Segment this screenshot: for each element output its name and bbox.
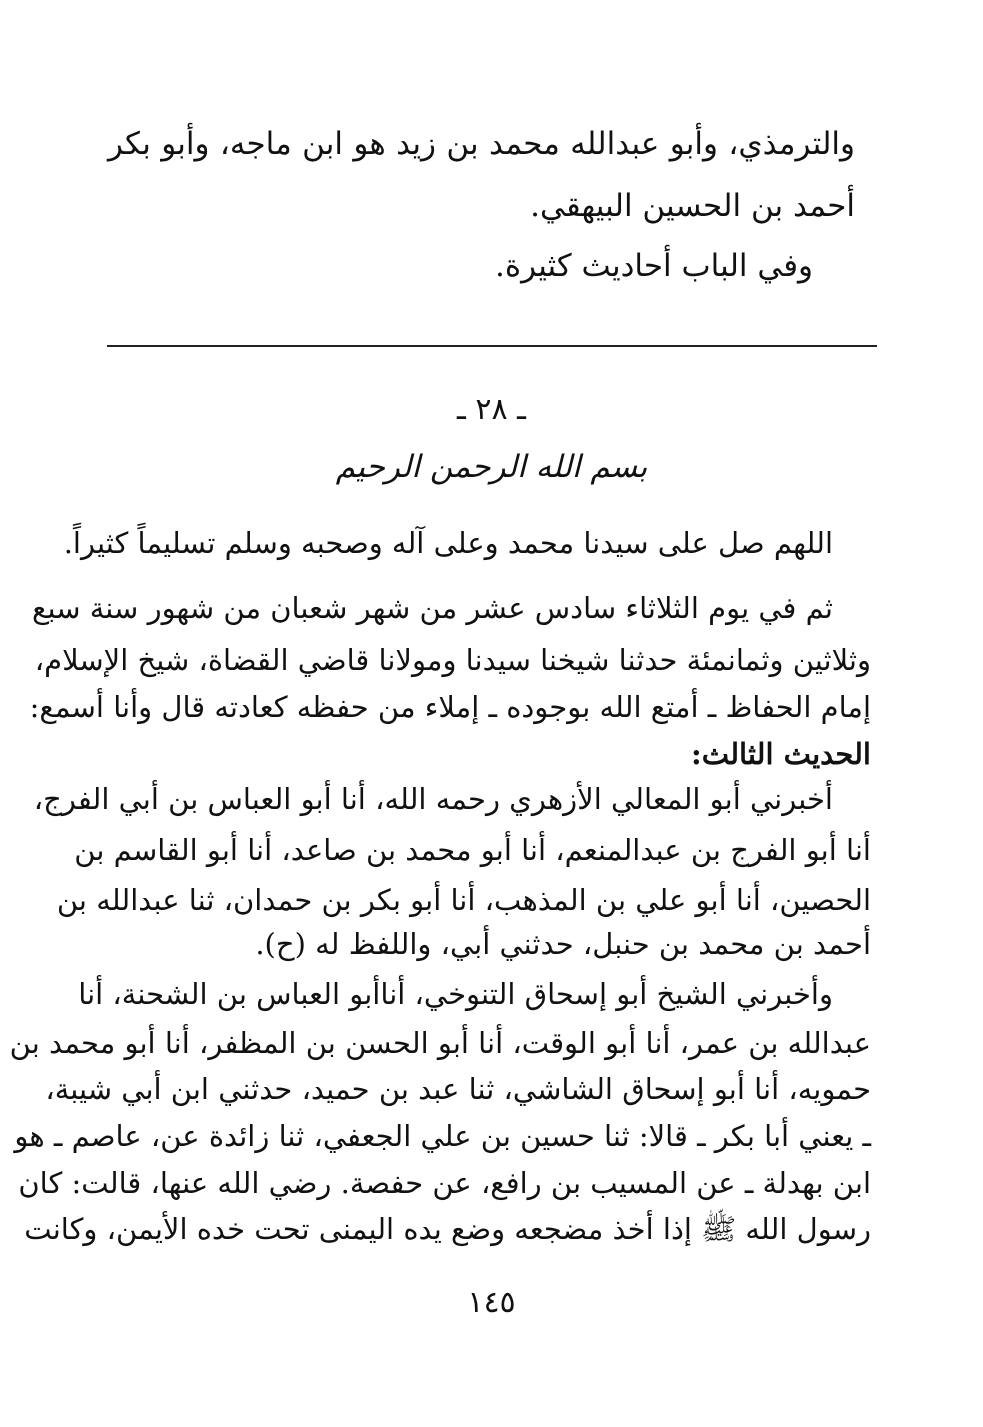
hadith-heading: الحديث الثالث:: [691, 737, 871, 771]
text-line: حمويه، أنا أبو إسحاق الشاشي، ثنا عبد بن حميد، حدثني ابن أبي شيبة،: [45, 1072, 871, 1106]
text-line: رسول الله ﷺ إذا أخذ مضجعه وضع يده اليمنى تحت خده الأيمن، وكانت: [24, 1212, 871, 1246]
text-line: أحمد بن محمد بن حنبل، حدثني أبي، واللفظ له (ح).: [255, 927, 871, 961]
text-line: ثم في يوم الثلاثاء سادس عشر من شهر شعبان من شهور سنة سبع: [32, 591, 833, 625]
text-line: والترمذي، وأبو عبدالله محمد بن زيد هو ابن ماجه، وأبو بكر: [108, 126, 855, 162]
text-line: ـ يعني أبا بكر ـ قالا: ثنا حسين بن علي الجعفي، ثنا زائدة عن، عاصم ـ هو: [14, 1119, 871, 1153]
text-line: وفي الباب أحاديث كثيرة.: [495, 248, 813, 284]
text-line: أنا أبو الفرج بن عبدالمنعم، أنا أبو محمد بن صاعد، أنا أبو القاسم بن: [74, 833, 871, 867]
basmala-calligraphy: بسم الله الرحمن الرحيم: [335, 449, 648, 485]
text-line: إمام الحفاظ ـ أمتع الله بوجوده ـ إملاء من حفظه كعادته قال وأنا أسمع:: [29, 690, 871, 724]
text-line: وثلاثين وثمانمئة حدثنا شيخنا سيدنا ومولانا قاضي القضاة، شيخ الإسلام،: [34, 643, 871, 677]
text-line: وأخبرني الشيخ أبو إسحاق التنوخي، أناأبو العباس بن الشحنة، أنا: [78, 977, 833, 1011]
text-line: ابن بهدلة ـ عن المسيب بن رافع، عن حفصة. رضي الله عنها، قالت: كان: [18, 1166, 871, 1200]
text-line: أحمد بن الحسين البيهقي.: [530, 188, 855, 224]
page-number: ١٤٥: [467, 1285, 516, 1320]
text-line: أخبرني أبو المعالي الأزهري رحمه الله، أنا أبو العباس بن أبي الفرج،: [33, 782, 833, 816]
salutation-line: اللهم صل على سيدنا محمد وعلى آله وصحبه وسلم تسليماً كثيراً.: [63, 526, 833, 560]
section-number: ـ ٢٨ ـ: [457, 392, 526, 427]
text-line: عبدالله بن عمر، أنا أبو الوقت، أنا أبو الحسن بن المظفر، أنا أبو محمد بن: [9, 1026, 871, 1060]
section-divider: [107, 345, 877, 347]
text-line: الحصين، أنا أبو علي بن المذهب، أنا أبو بكر بن حمدان، ثنا عبدالله بن: [56, 883, 871, 917]
